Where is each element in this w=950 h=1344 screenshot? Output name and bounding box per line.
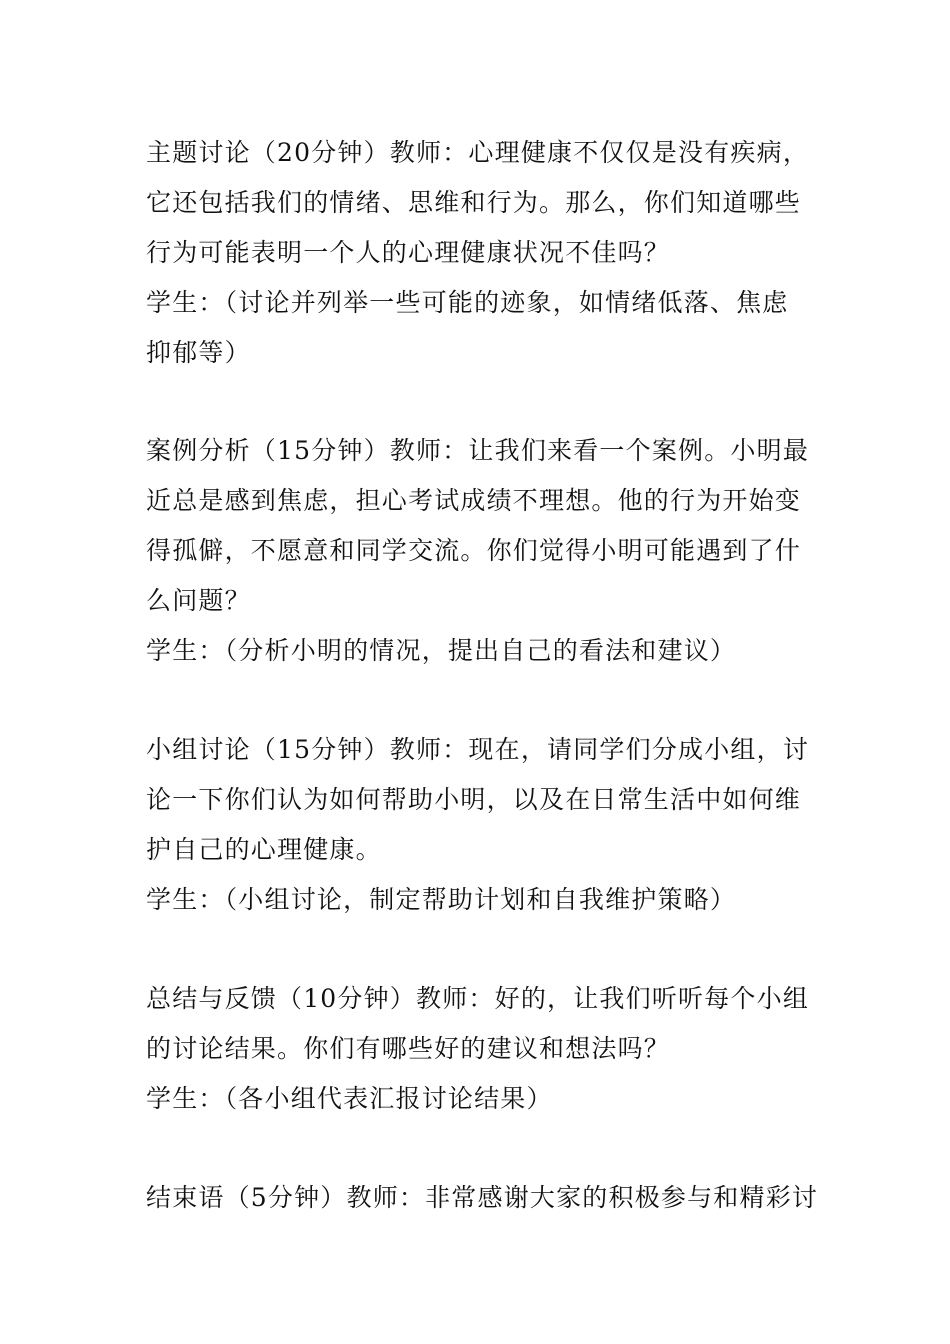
text-line: 得孤僻，不愿意和同学交流。你们觉得小明可能遇到了什 [146, 536, 802, 565]
text-line: 学生：（分析小明的情况，提出自己的看法和建议） [146, 636, 737, 665]
text-line: 行为可能表明一个人的心理健康状况不佳吗？ [146, 238, 671, 267]
text-line: 么问题？ [146, 586, 251, 615]
text-line: 学生：（小组讨论，制定帮助计划和自我维护策略） [146, 885, 737, 914]
text-line: 主题讨论（20分钟）教师：心理健康不仅仅是没有疾病， [146, 138, 810, 167]
text-line: 的讨论结果。你们有哪些好的建议和想法吗？ [146, 1034, 671, 1063]
text-line: 学生：（各小组代表汇报讨论结果） [146, 1084, 553, 1113]
text-line: 结束语（5分钟）教师：非常感谢大家的积极参与和精彩讨 [146, 1183, 819, 1212]
text-line: 护自己的心理健康。 [146, 835, 382, 864]
text-line: 学生：（讨论并列举一些可能的迹象，如情绪低落、焦虑 [146, 288, 789, 317]
text-line: 论一下你们认为如何帮助小明，以及在日常生活中如何维 [146, 785, 802, 814]
text-line: 它还包括我们的情绪、思维和行为。那么，你们知道哪些 [146, 188, 802, 217]
text-line: 小组讨论（15分钟）教师：现在，请同学们分成小组，讨 [146, 735, 810, 764]
text-line: 近总是感到焦虑，担心考试成绩不理想。他的行为开始变 [146, 486, 802, 515]
text-line: 总结与反馈（10分钟）教师：好的，让我们听听每个小组 [146, 984, 810, 1013]
text-line: 抑郁等） [146, 338, 251, 367]
text-line: 案例分析（15分钟）教师：让我们来看一个案例。小明最 [146, 436, 810, 465]
